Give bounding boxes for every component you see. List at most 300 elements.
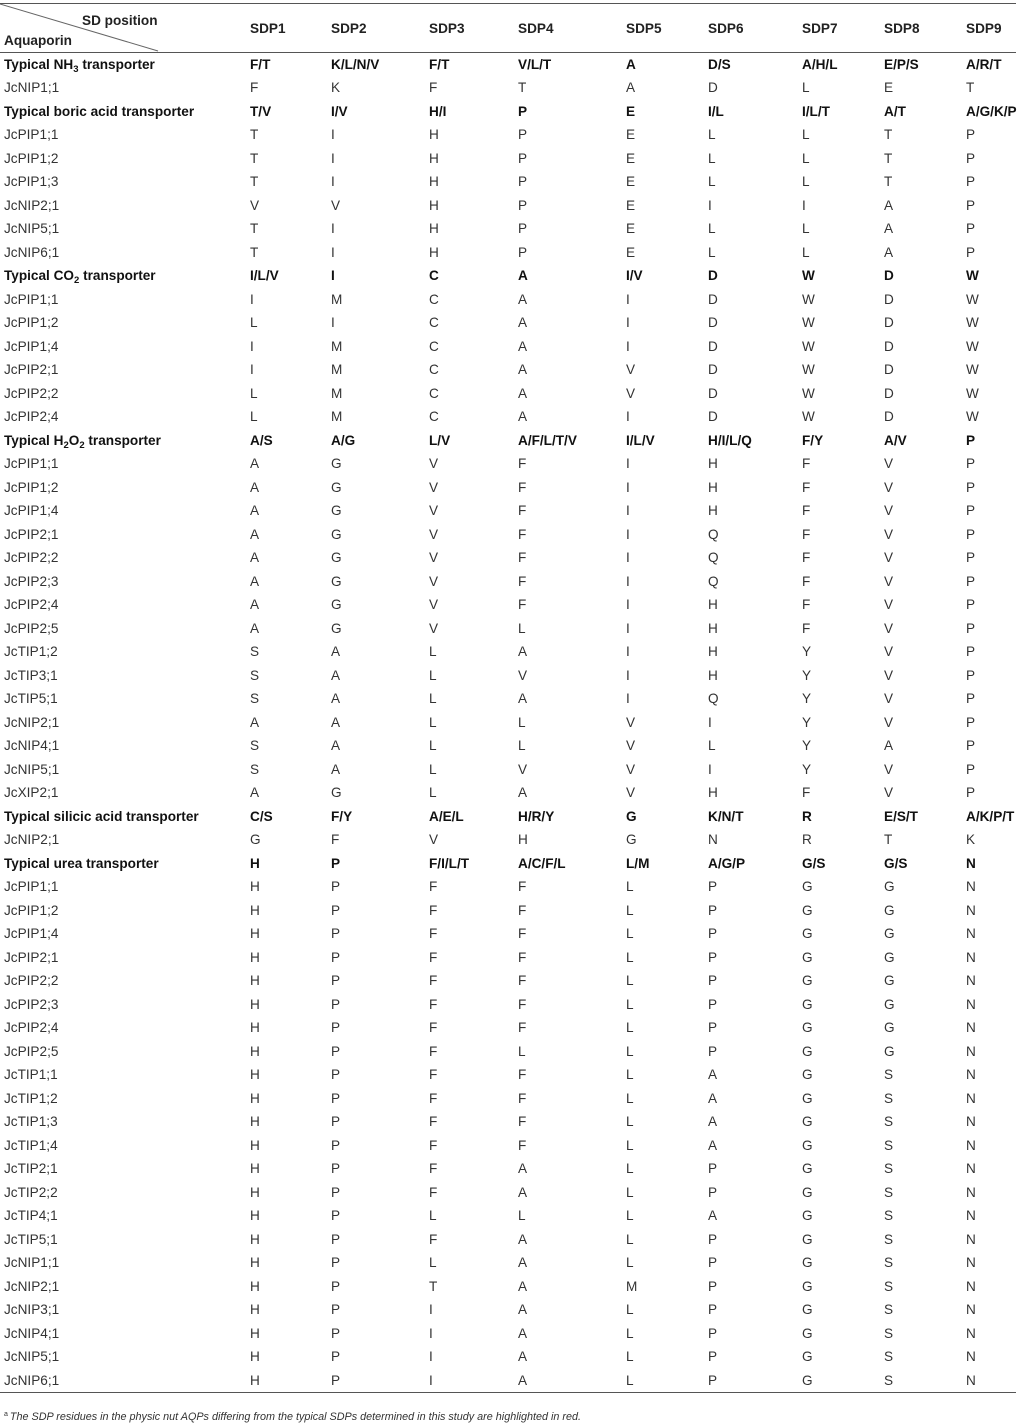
- sdp-residue-cell-9: W: [966, 362, 979, 378]
- sdp-residue-cell-2: P: [331, 1302, 341, 1318]
- sdp-residue-cell-7: G: [802, 1067, 813, 1083]
- aquaporin-row: [0, 194, 1016, 218]
- aquaporin-row: [0, 1275, 1016, 1299]
- sdp-residue-cell-2: G: [331, 597, 342, 613]
- sdp-residue-cell-7: L: [802, 127, 810, 143]
- sdp-residue-cell-3: F: [429, 1137, 438, 1153]
- aquaporin-name: JcPIP2;3: [4, 996, 59, 1012]
- sdp-residue-cell-3: I: [429, 1349, 433, 1365]
- table-body: [0, 53, 1016, 1393]
- highlighted-residue-cell-3: V: [429, 832, 439, 848]
- sdp-residue-cell-1: H: [250, 996, 260, 1012]
- sdp-residue-cell-2: P: [331, 1020, 341, 1036]
- typical-sdp-cell-8: A/V: [884, 432, 907, 448]
- sdp-residue-cell-9: N: [966, 996, 976, 1012]
- aquaporin-name: JcTIP2;2: [4, 1184, 58, 1200]
- sdp-residue-cell-2: P: [331, 879, 341, 895]
- sdp-residue-cell-8: D: [884, 338, 894, 354]
- sdp-residue-cell-2: P: [331, 973, 341, 989]
- sdp-residue-cell-7: F: [802, 479, 811, 495]
- sdp-residue-cell-9: N: [966, 1114, 976, 1130]
- sdp-residue-cell-7: G: [802, 973, 813, 989]
- sdp-residue-cell-6: I: [708, 714, 712, 730]
- sdp-residue-cell-4: L: [518, 738, 526, 754]
- sdp-residue-cell-4: F: [518, 526, 527, 542]
- column-header-sdp6: SDP6: [704, 4, 798, 53]
- sdp-residue-cell-6: H: [708, 667, 718, 683]
- sdp-residue-cell-3: V: [429, 479, 439, 495]
- sdp-residue-cell-7: Y: [802, 691, 812, 707]
- aquaporin-name: JcPIP1;2: [4, 902, 59, 918]
- aquaporin-row: [0, 523, 1016, 547]
- sdp-residue-cell-5: L: [626, 1208, 634, 1224]
- sdp-residue-cell-9: P: [966, 738, 976, 754]
- sdp-residue-cell-7: G: [802, 1020, 813, 1036]
- sdp-residue-cell-3: V: [429, 503, 439, 519]
- sdp-residue-cell-7: L: [802, 174, 810, 190]
- sdp-residue-cell-7: W: [802, 315, 815, 331]
- sdp-residue-cell-5: L: [626, 949, 634, 965]
- aquaporin-row: [0, 781, 1016, 805]
- sdp-residue-cell-1: A: [250, 573, 260, 589]
- sdp-residue-cell-9: P: [966, 761, 976, 777]
- sdp-residue-cell-7: R: [802, 832, 812, 848]
- sdp-residue-cell-9: N: [966, 1255, 976, 1271]
- sdp-residue-cell-4: F: [518, 1067, 527, 1083]
- sdp-residue-cell-9: P: [966, 526, 976, 542]
- sdp-residue-cell-2: P: [331, 1114, 341, 1130]
- sdp-residue-cell-5: L: [626, 1043, 634, 1059]
- sdp-residue-cell-1: A: [250, 456, 260, 472]
- sdp-residue-cell-2: P: [327, 1369, 425, 1393]
- sdp-residue-cell-4: F: [518, 996, 527, 1012]
- sdp-residue-cell-6: P: [708, 973, 718, 989]
- aquaporin-name: JcPIP2;2: [4, 385, 59, 401]
- typical-sdp-cell-4: H/R/Y: [518, 808, 555, 824]
- highlighted-residue-cell-2: M: [331, 291, 343, 307]
- footnote-text: The SDP residues in the physic nut AQPs differing from the typical SDPs determined in this study are highlighted in red.: [9, 1411, 582, 1423]
- highlighted-residue-cell-1: G: [250, 832, 261, 848]
- sdp-residue-cell-6: P: [708, 1184, 718, 1200]
- sdp-residue-cell-4: L: [518, 620, 526, 636]
- sdp-residue-cell-5: L: [626, 1090, 634, 1106]
- sdp-residue-cell-8: S: [884, 1349, 894, 1365]
- aquaporin-name: JcPIP2;1: [4, 949, 59, 965]
- sdp-residue-cell-4: F: [518, 597, 527, 613]
- typical-sdp-cell-8: E/S/T: [884, 808, 918, 824]
- sdp-residue-cell-8: S: [884, 1184, 894, 1200]
- sdp-residue-cell-7: G: [802, 1114, 813, 1130]
- sdp-residue-cell-2: A: [331, 644, 341, 660]
- sdp-residue-cell-6: L: [708, 221, 716, 237]
- sdp-residue-cell-7: G: [802, 1325, 813, 1341]
- sdp-residue-cell-1: S: [250, 667, 260, 683]
- sdp-residue-cell-1: A: [250, 503, 260, 519]
- sdp-residue-cell-2: P: [331, 1184, 341, 1200]
- sdp-residue-cell-8: A: [884, 738, 894, 754]
- aquaporin-row: [0, 922, 1016, 946]
- sdp-residue-cell-5: L: [626, 1349, 634, 1365]
- sd-position-label: SD position: [82, 13, 158, 28]
- aquaporin-name: JcPIP2;3: [4, 573, 59, 589]
- typical-transporter-row: [0, 852, 1016, 876]
- sdp-residue-cell-1: S: [250, 644, 260, 660]
- transporter-label-part: 2: [79, 439, 85, 451]
- sdp-residue-cell-4: L: [518, 1208, 526, 1224]
- sdp-residue-cell-4: A: [518, 315, 528, 331]
- transporter-label: [0, 805, 246, 829]
- typical-sdp-cell-1: F/T: [250, 57, 271, 72]
- sdp-residue-cell-6: P: [704, 1369, 798, 1393]
- sdp-residue-cell-9: P: [966, 597, 976, 613]
- sdp-residue-cell-4: F: [518, 550, 527, 566]
- sdp-residue-cell-6: Q: [708, 550, 719, 566]
- transporter-label: [0, 852, 246, 876]
- sdp-residue-cell-1: H: [250, 1137, 260, 1153]
- sdp-residue-cell-7: F: [802, 526, 811, 542]
- sdp-residue-cell-7: L: [802, 150, 810, 166]
- aquaporin-name: JcTIP3;1: [4, 667, 58, 683]
- sdp-residue-cell-9: P: [966, 174, 976, 190]
- sdp-residue-cell-3: C: [429, 385, 439, 401]
- sdp-residue-cell-8: T: [884, 127, 893, 143]
- aquaporin-row: [0, 828, 1016, 852]
- sdp-residue-cell-9: N: [966, 1208, 976, 1224]
- sdp-residue-cell-1: H: [250, 1325, 260, 1341]
- sdp-residue-cell-1: S: [250, 738, 260, 754]
- typical-sdp-cell-4: A/C/F/L: [518, 855, 566, 871]
- typical-sdp-cell-2: I/V: [331, 103, 348, 119]
- sdp-residue-cell-5: L: [626, 1067, 634, 1083]
- transporter-label: [0, 264, 246, 288]
- sdp-residue-cell-8: V: [884, 503, 894, 519]
- sdp-residue-cell-9: N: [966, 1161, 976, 1177]
- corner-header-cell: [0, 4, 246, 53]
- sdp-residue-cell-6: P: [708, 879, 718, 895]
- sdp-residue-cell-7: L: [802, 80, 810, 96]
- sdp-residue-cell-8: D: [884, 315, 894, 331]
- sdp-residue-cell-9: N: [966, 1137, 976, 1153]
- aquaporin-name: JcTIP5;1: [4, 1231, 58, 1247]
- sdp-residue-cell-8: V: [884, 644, 894, 660]
- typical-sdp-cell-6: D: [708, 268, 718, 284]
- sdp-residue-cell-6: H: [708, 503, 718, 519]
- transporter-label-part: 3: [73, 64, 79, 75]
- sdp-residue-cell-5: L: [626, 879, 634, 895]
- highlighted-residue-cell-2: M: [331, 338, 343, 354]
- typical-sdp-cell-5: A: [626, 57, 636, 72]
- sdp-residue-cell-2: P: [331, 1278, 341, 1294]
- aquaporin-name: JcPIP1;1: [4, 879, 59, 895]
- sdp-residue-cell-1: H: [250, 1020, 260, 1036]
- sdp-residue-cell-2: I: [331, 127, 335, 143]
- sdp-residue-cell-4: V: [518, 761, 528, 777]
- sdp-residue-cell-5: L: [626, 1184, 634, 1200]
- sdp-residue-cell-4: T: [518, 80, 527, 96]
- aquaporin-row: [0, 147, 1016, 171]
- sdp-residue-cell-8: T: [884, 150, 893, 166]
- sdp-residue-cell-1: A: [250, 620, 260, 636]
- sdp-residue-cell-6: N: [708, 832, 718, 848]
- sdp-residue-cell-2: P: [331, 1231, 341, 1247]
- sdp-residue-cell-7: W: [802, 362, 815, 378]
- sdp-residue-cell-3: L: [429, 1255, 437, 1271]
- highlighted-residue-cell-2: M: [331, 409, 343, 425]
- typical-sdp-cell-5: I/L/V: [626, 432, 655, 448]
- sdp-residue-cell-7: F: [802, 785, 811, 801]
- aquaporin-name: JcPIP2;2: [4, 550, 59, 566]
- sdp-residue-cell-9: P: [966, 221, 976, 237]
- sdp-residue-cell-7: G: [802, 1349, 813, 1365]
- sdp-residue-cell-8: S: [884, 1067, 894, 1083]
- aquaporin-name: JcNIP4;1: [4, 738, 60, 754]
- aquaporin-name: JcTIP4;1: [4, 1208, 58, 1224]
- sdp-residue-cell-3: F: [429, 1043, 438, 1059]
- sdp-residue-cell-8: G: [884, 879, 895, 895]
- sdp-residue-cell-2: P: [331, 1208, 341, 1224]
- sdp-residue-cell-2: P: [331, 949, 341, 965]
- sdp-residue-cell-8: D: [884, 385, 894, 401]
- sdp-residue-cell-9: N: [966, 902, 976, 918]
- typical-sdp-cell-6: A/G/P: [708, 855, 746, 871]
- sdp-residue-cell-6: P: [708, 1255, 718, 1271]
- sdp-residue-cell-7: F: [802, 620, 811, 636]
- sdp-residue-cell-8: V: [884, 456, 894, 472]
- column-header-sdp4: SDP4: [514, 4, 622, 53]
- aquaporin-row: [0, 1016, 1016, 1040]
- sdp-residue-cell-2: G: [331, 479, 342, 495]
- sdp-residue-cell-4: L: [518, 714, 526, 730]
- sdp-residue-cell-6: A: [708, 1114, 718, 1130]
- sdp-residue-cell-9: W: [966, 385, 979, 401]
- typical-transporter-row: [0, 53, 1016, 77]
- aquaporin-row: [0, 241, 1016, 265]
- sdp-residue-cell-1: L: [250, 409, 258, 425]
- aquaporin-name: JcPIP1;2: [4, 315, 59, 331]
- sdp-residue-cell-3: F: [429, 902, 438, 918]
- sdp-residue-cell-2: G: [331, 550, 342, 566]
- sdp-residue-cell-3: L: [429, 714, 437, 730]
- sdp-residue-cell-7: L: [802, 221, 810, 237]
- sdp-residue-cell-7: F: [802, 573, 811, 589]
- aquaporin-row: [0, 946, 1016, 970]
- aquaporin-row: [0, 1228, 1016, 1252]
- sdp-residue-cell-4: A: [518, 409, 528, 425]
- sdp-residue-cell-3: F: [429, 1090, 438, 1106]
- sdp-residue-cell-1: T: [250, 127, 259, 143]
- aquaporin-row: [0, 288, 1016, 312]
- sdp-residue-cell-6: H: [708, 456, 718, 472]
- sdp-residue-cell-6: P: [708, 926, 718, 942]
- sdp-residue-cell-6: D: [708, 385, 718, 401]
- column-header-sdp8: SDP8: [880, 4, 962, 53]
- sdp-residue-cell-8: V: [884, 526, 894, 542]
- aquaporin-row: [0, 711, 1016, 735]
- sdp-residue-cell-9: N: [966, 1325, 976, 1341]
- sdp-residue-cell-1: H: [246, 1369, 327, 1393]
- sdp-residue-cell-3: V: [429, 550, 439, 566]
- sdp-residue-cell-2: G: [331, 503, 342, 519]
- aquaporin-name: JcPIP2;2: [4, 973, 59, 989]
- sdp-residue-cell-7: G: [802, 902, 813, 918]
- sdp-residue-cell-7: F: [802, 503, 811, 519]
- transporter-label-part: transporter: [79, 268, 156, 284]
- sdp-residue-cell-4: F: [518, 926, 527, 942]
- sdp-residue-cell-5: I: [626, 550, 630, 566]
- sdp-residue-cell-5: L: [626, 1020, 634, 1036]
- sdp-residue-cell-9: W: [966, 315, 979, 331]
- sdp-residue-cell-9: P: [966, 644, 976, 660]
- sdp-residue-cell-4: A: [518, 785, 528, 801]
- sdp-residue-cell-5: V: [626, 714, 636, 730]
- highlighted-residue-cell-2: M: [331, 362, 343, 378]
- sdp-residue-cell-1: A: [250, 597, 260, 613]
- sdp-residue-cell-1: I: [250, 362, 254, 378]
- sdp-residue-cell-1: H: [250, 1255, 260, 1271]
- sdp-residue-cell-4: V: [518, 667, 528, 683]
- sdp-residue-cell-4: F: [518, 479, 527, 495]
- sdp-residue-cell-8: V: [884, 691, 894, 707]
- sdp-residue-cell-5: L: [626, 1302, 634, 1318]
- aquaporin-row: [0, 1157, 1016, 1181]
- sdp-residue-cell-5: I: [626, 620, 630, 636]
- aquaporin-row: [0, 358, 1016, 382]
- sdp-residue-cell-9: N: [966, 1067, 976, 1083]
- sdp-residue-cell-6: D: [708, 409, 718, 425]
- sdp-residue-cell-9: N: [966, 1278, 976, 1294]
- sdp-residue-cell-6: L: [708, 127, 716, 143]
- sdp-residue-cell-5: V: [626, 785, 636, 801]
- sdp-residue-cell-4: A: [518, 1255, 528, 1271]
- aquaporin-label: Aquaporin: [4, 33, 72, 48]
- sdp-residue-cell-5: I: [626, 644, 630, 660]
- sdp-residue-cell-5: I: [626, 456, 630, 472]
- aquaporin-name: JcPIP1;3: [4, 174, 59, 190]
- sdp-residue-cell-6: D: [708, 291, 718, 307]
- sdp-residue-cell-5: L: [626, 926, 634, 942]
- sdp-residue-cell-4: F: [518, 879, 527, 895]
- aquaporin-name: JcTIP5;1: [4, 691, 58, 707]
- typical-sdp-cell-8: A/T: [884, 103, 906, 119]
- sdp-residue-cell-3: T: [429, 1278, 438, 1294]
- aquaporin-row: [0, 875, 1016, 899]
- transporter-label-part: Typical silicic acid transporter: [4, 808, 199, 824]
- aquaporin-name: JcNIP6;1: [0, 1369, 246, 1393]
- sdp-residue-cell-5: L: [626, 1137, 634, 1153]
- typical-sdp-cell-7: G/S: [802, 855, 826, 871]
- typical-transporter-row: [0, 805, 1016, 829]
- sdp-residue-cell-4: A: [518, 362, 528, 378]
- sdp-residue-cell-1: H: [250, 973, 260, 989]
- sdp-residue-cell-8: S: [880, 1369, 962, 1393]
- aquaporin-name: JcXIP2;1: [4, 785, 59, 801]
- sdp-residue-cell-3: I: [429, 1325, 433, 1341]
- sdp-residue-cell-3: F: [429, 1114, 438, 1130]
- sdp-residue-cell-1: H: [250, 1067, 260, 1083]
- sdp-residue-cell-6: A: [708, 1090, 718, 1106]
- typical-sdp-cell-1: A/S: [250, 432, 273, 448]
- sdp-residue-cell-9: N: [966, 973, 976, 989]
- typical-sdp-cell-8: G/S: [884, 855, 908, 871]
- sdp-residue-cell-2: P: [331, 996, 341, 1012]
- aquaporin-row: [0, 335, 1016, 359]
- aquaporin-row: [0, 1251, 1016, 1275]
- sdp-residue-cell-9: P: [966, 714, 976, 730]
- aquaporin-name: JcPIP2;5: [4, 1043, 59, 1059]
- sdp-residue-cell-9: P: [966, 667, 976, 683]
- sdp-residue-cell-7: G: [802, 949, 813, 965]
- sdp-residue-cell-8: G: [884, 1020, 895, 1036]
- sdp-residue-cell-3: F: [429, 879, 438, 895]
- sdp-residue-cell-5: L: [622, 1369, 704, 1393]
- sdp-residue-cell-8: V: [884, 620, 894, 636]
- sdp-residue-cell-4: A: [518, 644, 528, 660]
- aquaporin-name: JcNIP4;1: [4, 1325, 60, 1341]
- sdp-residue-cell-5: L: [626, 1325, 634, 1341]
- aquaporin-name: JcPIP2;1: [4, 526, 59, 542]
- sdp-residue-cell-5: I: [626, 409, 630, 425]
- sdp-residue-cell-8: S: [884, 1231, 894, 1247]
- sdp-residue-cell-7: G: [802, 1184, 813, 1200]
- transporter-label-part: transporter: [84, 432, 161, 448]
- typical-sdp-cell-7: A/H/L: [802, 57, 838, 72]
- sdp-residue-cell-5: G: [626, 832, 637, 848]
- sdp-residue-cell-1: L: [250, 385, 258, 401]
- sdp-residue-cell-1: S: [250, 691, 260, 707]
- sdp-residue-cell-3: L: [429, 691, 437, 707]
- sdp-residue-cell-2: A: [331, 691, 341, 707]
- aquaporin-row: [0, 593, 1016, 617]
- aquaporin-name: JcPIP2;4: [4, 1020, 59, 1036]
- aquaporin-row: [0, 1110, 1016, 1134]
- sdp-residue-cell-2: G: [331, 526, 342, 542]
- sdp-residue-cell-4: A: [518, 338, 528, 354]
- sdp-residue-cell-7: W: [802, 385, 815, 401]
- transporter-label-part: Typical H: [4, 432, 64, 448]
- sdp-residue-cell-5: L: [626, 902, 634, 918]
- sdp-residue-cell-2: P: [331, 1349, 341, 1365]
- sdp-residue-cell-6: A: [708, 1137, 718, 1153]
- sdp-residue-cell-6: D: [708, 315, 718, 331]
- sdp-residue-cell-1: T: [250, 150, 259, 166]
- sdp-residue-cell-1: L: [250, 315, 258, 331]
- sdp-residue-cell-7: G: [802, 1231, 813, 1247]
- sdp-residue-cell-8: V: [884, 479, 894, 495]
- sdp-residue-cell-1: F: [250, 80, 259, 96]
- sdp-residue-cell-5: E: [626, 127, 636, 143]
- sdp-residue-cell-3: V: [429, 620, 439, 636]
- sdp-residue-cell-9: N: [966, 1184, 976, 1200]
- typical-sdp-cell-9: W: [966, 268, 979, 284]
- sdp-residue-cell-4: P: [518, 197, 528, 213]
- sdp-residue-cell-8: S: [884, 1090, 894, 1106]
- aquaporin-row: [0, 758, 1016, 782]
- column-header-sdp3: SDP3: [425, 4, 514, 53]
- sdp-residue-cell-5: V: [626, 738, 636, 754]
- sdp-residue-cell-5: L: [626, 1231, 634, 1247]
- aquaporin-row: [0, 123, 1016, 147]
- transporter-label-part: Typical urea transporter: [4, 855, 159, 871]
- aquaporin-row: [0, 664, 1016, 688]
- sdp-residue-cell-9: N: [966, 949, 976, 965]
- sdp-residue-cell-8: V: [884, 573, 894, 589]
- aquaporin-name: JcNIP2;1: [4, 832, 60, 848]
- aquaporin-row: [0, 1134, 1016, 1158]
- sdp-residue-cell-1: H: [250, 1302, 260, 1318]
- sdp-residue-cell-8: A: [884, 244, 894, 260]
- sdp-residue-cell-4: F: [518, 1090, 527, 1106]
- sdp-residue-cell-3: V: [429, 597, 439, 613]
